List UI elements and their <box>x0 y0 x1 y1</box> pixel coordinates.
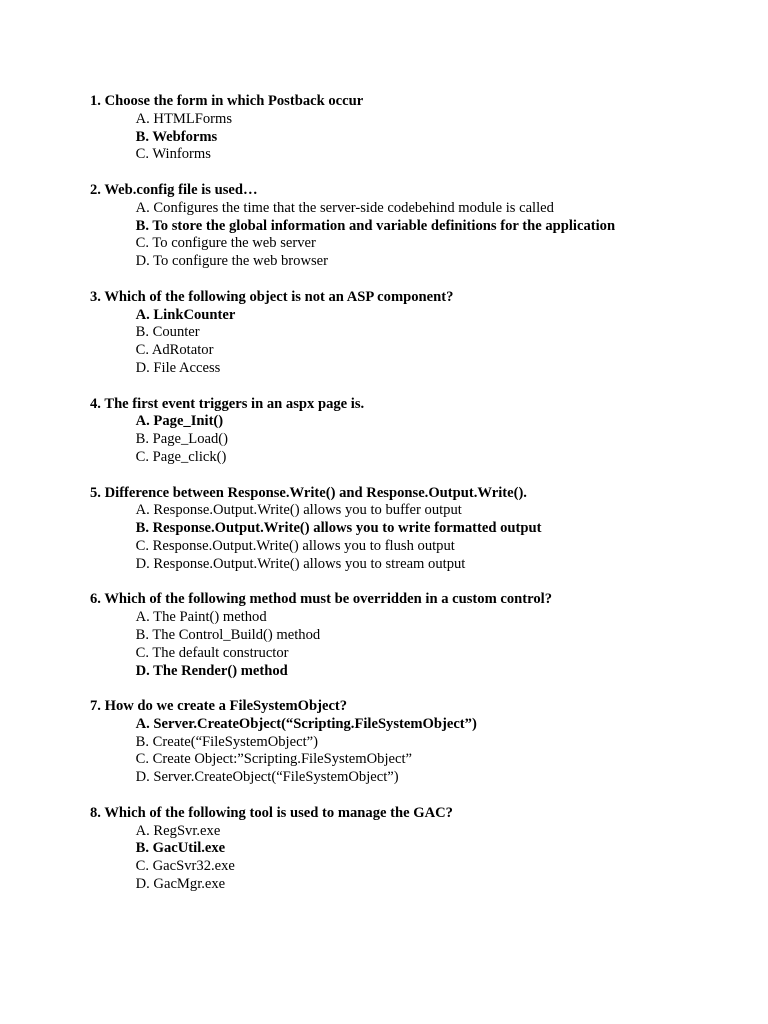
answer-option-correct: D. The Render() method <box>135 662 288 679</box>
answer-option: D. File Access <box>135 359 221 376</box>
answer-option: C. To configure the web server <box>135 235 316 252</box>
answer-option-correct: B. To store the global information and variable definitions for the application <box>135 217 616 234</box>
answer-option-correct: A. LinkCounter <box>135 306 236 323</box>
answer-option: A. RegSvr.exe <box>135 822 221 839</box>
question-text: 6. Which of the following method must be overridden in a custom control? <box>90 591 553 608</box>
answer-option: B. Create(“FileSystemObject”) <box>135 733 318 750</box>
answer-option: D. GacMgr.exe <box>135 876 226 893</box>
question-block <box>90 805 750 894</box>
question-block <box>90 93 750 164</box>
answer-option: C. Create Object:”Scripting.FileSystemObject” <box>135 751 412 768</box>
answer-option: C. Winforms <box>135 146 211 163</box>
answer-option: B. Page_Load() <box>135 431 228 448</box>
question-block <box>90 289 750 378</box>
question-text: 5. Difference between Response.Write() and Response.Output.Write(). <box>90 484 527 501</box>
answer-option: C. The default constructor <box>135 644 289 661</box>
answer-option: C. GacSvr32.exe <box>135 858 235 875</box>
quiz-document <box>90 93 750 912</box>
answer-option: A. HTMLForms <box>135 110 233 127</box>
answer-option: B. The Control_Build() method <box>135 626 321 643</box>
question-block <box>90 698 750 787</box>
question-text: 3. Which of the following object is not an ASP component? <box>90 288 454 305</box>
answer-option-correct: B. GacUtil.exe <box>135 840 226 857</box>
answer-option-correct: A. Server.CreateObject(“Scripting.FileSystemObject”) <box>135 715 477 732</box>
answer-option-correct: B. Response.Output.Write() allows you to write formatted output <box>135 520 542 537</box>
answer-option: C. AdRotator <box>135 342 214 359</box>
answer-option: A. The Paint() method <box>135 609 267 626</box>
question-block <box>90 485 750 574</box>
question-text: 1. Choose the form in which Postback occur <box>90 93 364 109</box>
question-block <box>90 396 750 467</box>
answer-option: C. Response.Output.Write() allows you to flush output <box>135 537 455 554</box>
answer-option-correct: A. Page_Init() <box>135 413 224 430</box>
answer-option: A. Response.Output.Write() allows you to buffer output <box>135 502 462 519</box>
answer-option: A. Configures the time that the server-side codebehind module is called <box>135 199 554 216</box>
question-text: 7. How do we create a FileSystemObject? <box>90 698 348 715</box>
answer-option: C. Page_click() <box>135 448 227 465</box>
answer-option: D. To configure the web browser <box>135 253 329 270</box>
answer-option-correct: B. Webforms <box>135 128 218 145</box>
question-text: 8. Which of the following tool is used to manage the GAC? <box>90 804 453 821</box>
question-text: 4. The first event triggers in an aspx page is. <box>90 395 365 412</box>
question-block <box>90 591 750 680</box>
answer-option: D. Response.Output.Write() allows you to stream output <box>135 555 466 572</box>
answer-option: D. Server.CreateObject(“FileSystemObject”) <box>135 769 399 786</box>
question-text: 2. Web.config file is used… <box>90 181 258 198</box>
answer-option: B. Counter <box>135 324 200 341</box>
question-block <box>90 182 750 271</box>
